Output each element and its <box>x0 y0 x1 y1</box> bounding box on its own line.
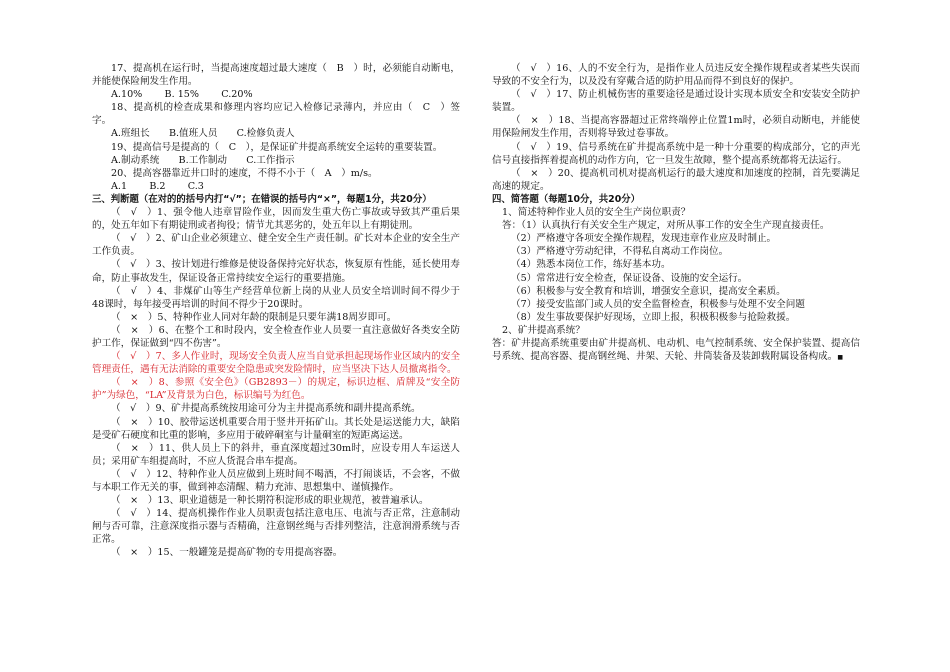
question-17: 17、提高机在运行时，当提高速度超过最大速度（ B ）时，必须能自动断电，并能使保险闸发生作用。 <box>92 63 460 88</box>
judge-item-17: （ √ ）17、防止机械伤害的重要途径是通过设计实现本质安全和安装安全防护装置。 <box>492 89 860 114</box>
judge-item-9: （ √ ）9、矿井提高系统按用途可分为主井提高系统和副井提高系统。 <box>111 403 421 415</box>
judge-item-4: （ √ ）4、非煤矿山等生产经营单位新上岗的从业人员安全培训时间不得少于48课时，每年接受再培训的时间不得少于20课时。 <box>92 285 460 310</box>
question-20: 20、提高容器靠近井口时的速度，不得不小于（ A ）m/s。 <box>111 167 378 179</box>
judge-item-15: （ × ）15、一般罐笼是提高矿物的专用提高容器。 <box>111 547 343 559</box>
answer-item: （5）常常进行安全检查，保证设备、设施的安全运行。 <box>511 272 748 284</box>
judge-item-5: （ × ）5、特种作业人同对年龄的限制是只要年满18周岁即可。 <box>111 311 397 323</box>
short-answer-2-question: 2、矿井提高系统？ <box>502 324 585 336</box>
question-19-options: A.制动系统 B.工作制动 C.工作指示 <box>111 154 295 166</box>
judge-item-3: （ √ ）3、按计划进行维修是使设备保持完好状态，恢复原有性能，延长使用寿命，防止事故发生，保证设备正常持续安全运行的重要措施。 <box>92 259 460 284</box>
question-18-options: A.班组长 B.值班人员 C.检修负责人 <box>111 128 295 140</box>
judge-item-14: （ √ ）14、提高机操作作业人员职责包括注意电压、电流与否正常，注意制动闸与否可靠，注意深度指示器与否精确，注意钢丝绳与否排列整洁，注意润滑系统与否正常。 <box>92 508 460 546</box>
judge-item-13: （ × ）13、职业道德是一种长期符积淀形成的职业规范，被普遍承认。 <box>111 495 429 507</box>
judge-item-20: （ × ）20、提高机司机对提高机运行的最大速度和加速度的控制，首先要满足高速的规定。 <box>492 167 860 192</box>
answer-item: （6）积极参与安全教育和培训，增强安全意识，提高安全素质。 <box>511 285 786 297</box>
judge-item-2: （ √ ）2、矿山企业必须建立、健全安全生产责任制。矿长对本企业的安全生产工作负责。 <box>92 233 460 258</box>
judge-item-12: （ √ ）12、特种作业人员应做到上班时间不喝酒，不打闹谈话，不会客，不做与本职工作无关的事，做到神态清醒、精力充沛、思想集中、谨慎操作。 <box>92 468 460 493</box>
answer-item: （4）熟悉本岗位工作，练好基本功。 <box>511 259 671 271</box>
answer-item: （8）发生事故要保护好现场，立即上报，积极积极参与抢险救援。 <box>511 311 796 323</box>
judge-item-1: （ √ ）1、强令他人违章冒险作业，因而发生重大伤亡事故或导致其严重后果的，处五年如下有期徒刑或者拘役；情节尤其恶劣的，处五年以上有期徒刑。 <box>92 207 460 232</box>
right-column <box>492 62 860 364</box>
question-19: 19、提高信号是提高的（ C ），是保证矿井提高系统安全运转的重要装置。 <box>111 141 443 153</box>
answer-item: （2）严格遵守各项安全操作规程，发现违章作业应及时制止。 <box>511 233 777 245</box>
judge-item-19: （ √ ）19、信号系统在矿井提高系统中是一种十分重要的构成部分，它的声光信号直接指挥着提高机的动作方向，它一旦发生故障，整个提高系统都将无法运行。 <box>492 141 860 166</box>
judge-item-7: （ √ ）7、多人作业时，现场安全负责人应当自觉承担起现场作业区域内的安全管理责任，遇有无法消除的重要安全隐患或突发险情时，应当坚决下达人员撤离指令。 <box>92 351 460 376</box>
short-answer-2-answer <box>492 337 860 364</box>
left-column <box>92 62 460 560</box>
judge-item-11: （ × ）11、供人员上下的斜井，垂直深度超过30m时，应设专用人车运送人员；采用矿车组提高时，不应人货混合串车提高。 <box>92 442 460 467</box>
answer-item: （3）严格遵守劳动纪律，不得私自离动工作岗位。 <box>511 246 729 258</box>
judge-item-16: （ √ ）16、人的不安全行为，是指作业人员违反安全操作规程或者某些失误而导致的不安全行为，以及没有穿戴合适的防护用品而得不到良好的保护。 <box>492 63 860 88</box>
short-answer-1-answer: 答：（1）认真执行有关安全生产规定，对所从事工作的安全生产现直接责任。 <box>502 220 830 232</box>
judge-item-8: （ × ）8、参照《安全色》（GB2893－）的规定，标识边框、盾牌及“安全防护”为绿色，“LA”及背景为白色，标识编号为红色。 <box>92 377 460 402</box>
judge-item-6: （ × ）6、在整个工和时段内，安全检查作业人员要一直注意做好各类安全防护工作，保证做到“四不伤害”。 <box>92 324 460 349</box>
end-mark: ■ <box>837 354 844 362</box>
section-3-heading: 三、判断题（在对的的括号内打“√”；在错误的括号内“×”，每题1分，共20分） <box>92 193 432 205</box>
question-18: 18、提高机的检查成果和修理内容均应记入检修记录薄内，并应由（ C ）签字。 <box>92 102 460 127</box>
judge-item-18: （ × ）18、当提高容器超过正常终端停止位置1m时，必须自动断电，并能使用保险闸发生作用，否则将导致过卷事故。 <box>492 115 860 140</box>
judge-item-10: （ × ）10、胶带运送机重要合用于竖井开拓矿山。其长处是运送能力大，缺陷是受矿石硬度和比重的影响，多应用于破碎硐室与计量硐室的短距离运送。 <box>92 416 460 441</box>
section-4-heading: 四、简答题（每题10分，共20分） <box>492 193 640 205</box>
question-20-options: A.1 B.2 C.3 <box>111 180 204 192</box>
question-17-options: A.10% B. 15% C.20% <box>111 89 253 101</box>
answer-item: （7）接受安监部门或人员的安全监督检查，积极参与处理不安全问题 <box>511 298 805 310</box>
short-answer-2-text: 答：矿井提高系统重要由矿井提高机、电动机、电气控制系统、安全保护装置、提高信号系统、提高容器、提高钢丝绳、井架、天轮、井筒装备及装卸载附属设备构成。 <box>492 337 860 363</box>
short-answer-1-question: 1、简述特种作业人员的安全生产岗位职责？ <box>502 207 691 219</box>
